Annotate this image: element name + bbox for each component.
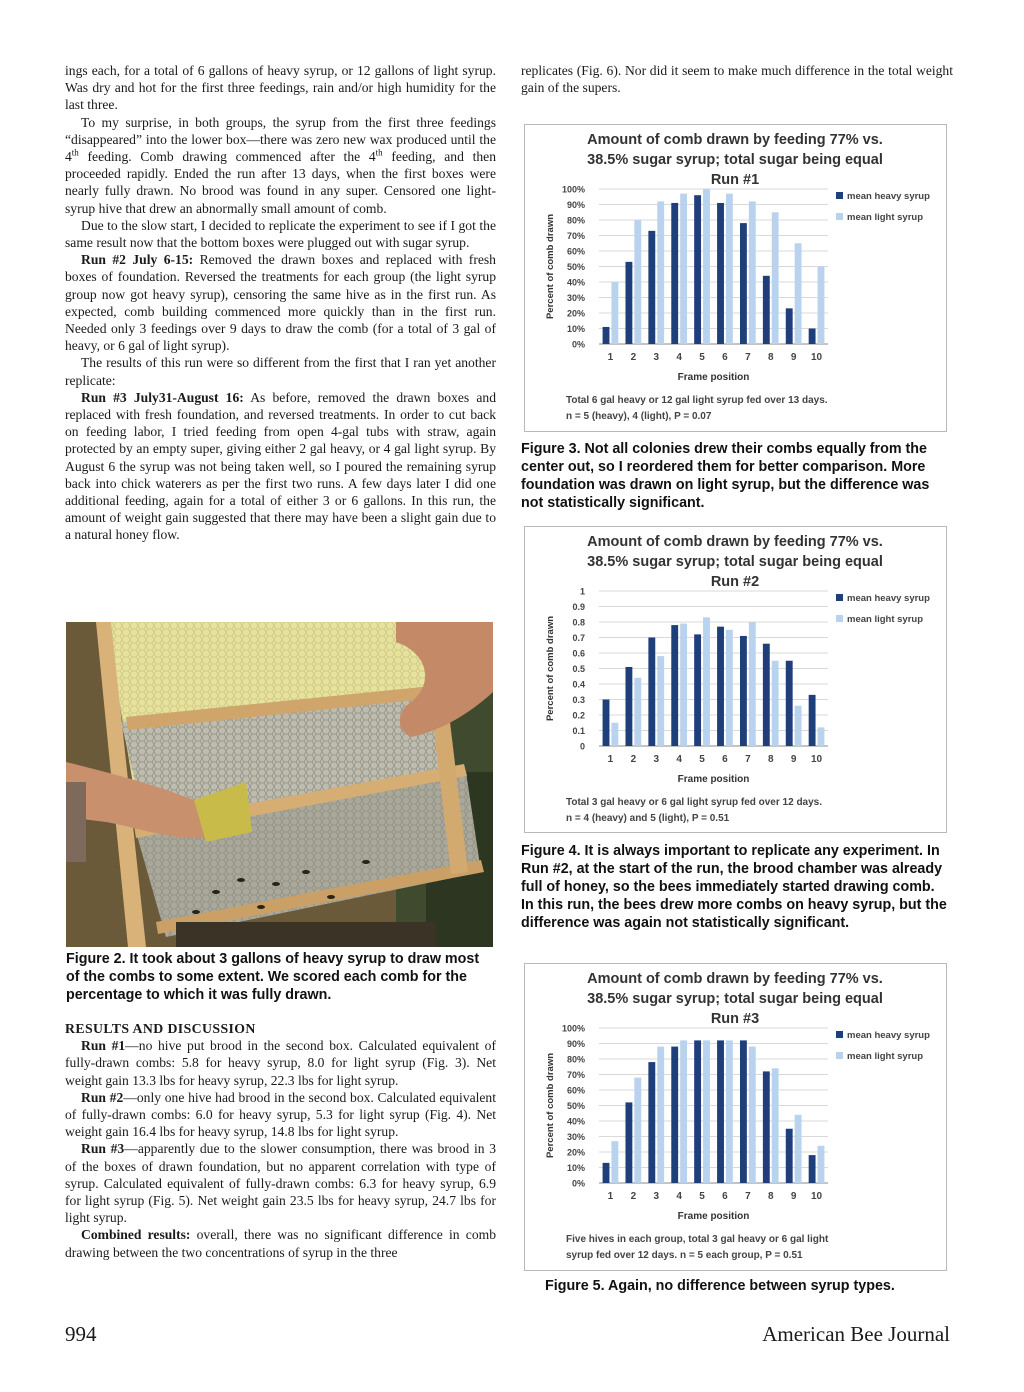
paragraph [65, 1089, 496, 1141]
bar-light-syrup [772, 661, 779, 746]
chart-note: n = 4 (heavy) and 5 (light), P = 0.51 [566, 813, 730, 824]
run-heading: Run #3 [81, 1141, 125, 1157]
bar-light-syrup [680, 1040, 687, 1183]
bar-heavy-syrup [717, 203, 724, 344]
legend-label: mean light syrup [847, 614, 924, 625]
bar-light-syrup [634, 1078, 641, 1183]
paragraph [65, 1037, 496, 1089]
y-tick-label: 100% [561, 1023, 585, 1034]
figure-2-caption: Figure 2. It took about 3 gallons of heavy syrup to draw most of the combs to some extent. We scored each comb for the percentage to which it was fully drawn. [66, 951, 480, 1003]
x-tick-label: 7 [745, 1191, 751, 1202]
chart-note: n = 5 (heavy), 4 (light), P = 0.07 [566, 411, 712, 422]
x-tick-label: 3 [653, 754, 660, 765]
x-tick-label: 6 [722, 1191, 728, 1202]
y-tick-label: 90% [566, 1039, 585, 1049]
x-tick-label: 2 [630, 352, 637, 363]
bar-heavy-syrup [740, 223, 747, 344]
chart-title: Amount of comb drawn by feeding 77% vs. [587, 971, 883, 987]
legend-swatch [836, 594, 843, 601]
bar-heavy-syrup [740, 636, 747, 746]
bar-light-syrup [680, 194, 687, 344]
x-tick-label: 8 [767, 754, 774, 765]
x-tick-label: 1 [607, 352, 614, 363]
run-heading: Run #2 [81, 1089, 124, 1105]
bar-light-syrup [795, 243, 802, 344]
bar-heavy-syrup [763, 276, 770, 344]
text-run: Removed the drawn boxes and replaced with fresh boxes of foundation. Reversed the treatments for each group (the light syrup group now got heavy syrup), censoring the same hive as in the first run. As expected, comb building commenced more quickly than in the first run. Needed only 3 feedings over 9 days to draw the comb (for a total of 3 gal of heavy, or 6 gal of light syrup). [65, 252, 496, 354]
y-tick-label: 60% [566, 1085, 585, 1096]
text-run: As before, removed the drawn boxes and replaced with fresh foundation, and reversed treatments. In order to cut back on feeding labor, I tried feeding from open 4-gal tubs with straw, again protected by an empty super, giving either 2 gal heavy, or 4 gal light syrup. By August 6 the syrup was not being taken well, so I poured the remaining syrup back into chick waterers as per the first two runs. A few days later I did one additional feeding, again for a total of either 3 or 6 gallons. In this run, the amount of weight gain suggested that there may have been a slight gain due to a natural honey flow. [65, 389, 496, 543]
bar-light-syrup [657, 1047, 664, 1183]
x-tick-label: 8 [767, 352, 774, 363]
x-tick-label: 5 [699, 754, 705, 765]
y-tick-label: 60% [566, 246, 585, 257]
bar-heavy-syrup [648, 231, 655, 344]
bar-heavy-syrup [786, 1129, 793, 1183]
run-heading: Combined results: [81, 1227, 191, 1243]
legend-swatch [836, 192, 843, 199]
figure-5-caption: Figure 5. Again, no difference between syrup types. [545, 1278, 895, 1294]
bar-heavy-syrup [648, 638, 655, 747]
bar-heavy-syrup [694, 634, 701, 746]
bar-heavy-syrup [809, 329, 816, 345]
photo-illustration [66, 622, 493, 947]
legend-swatch [836, 1052, 843, 1059]
chart-run-3 [525, 964, 946, 1270]
bar-heavy-syrup [671, 203, 678, 344]
y-tick-label: 1 [579, 586, 585, 597]
bar-light-syrup [818, 267, 825, 345]
text-run: feeding. Comb drawing commenced after the 4 [78, 149, 376, 165]
bar-light-syrup [749, 622, 756, 746]
bar-light-syrup [726, 630, 733, 746]
chart-note: Total 3 gal heavy or 6 gal light syrup fed over 12 days. [566, 797, 823, 808]
x-tick-label: 4 [676, 1191, 682, 1202]
text-run: —no hive put brood in the second box. Calculated equivalent of fully-drawn combs: 5.8 for heavy syrup, 8.0 for light syrup (Fig. 3). Net weight gain 13.3 lbs for heavy syrup, 22.3 lbs for light syrup. [65, 1038, 496, 1088]
bar-light-syrup [726, 1040, 733, 1183]
y-tick-label: 0 [579, 741, 585, 752]
text-run: —only one hive had brood in the second box. Calculated equivalent of fully-drawn combs: 6.0 for heavy syrup, 5.3 for light syrup (Fig. 4). Net weight gain 16.4 lbs for heavy syrup, 14.8 lbs for light syrup. [65, 1089, 496, 1140]
chart-note: syrup fed over 12 days. n = 5 each group, P = 0.51 [566, 1250, 803, 1261]
bar-heavy-syrup [625, 667, 632, 746]
bar-heavy-syrup [671, 625, 678, 746]
chart-title: Run #1 [710, 172, 760, 188]
bar-heavy-syrup [717, 1040, 724, 1183]
bar-heavy-syrup [740, 1040, 747, 1183]
bar-light-syrup [657, 201, 664, 344]
paragraph [65, 1226, 496, 1260]
x-tick-label: 1 [607, 1191, 614, 1202]
beekeeper-frame-photo [66, 622, 493, 947]
chart-run-1 [525, 125, 946, 431]
x-tick-label: 7 [745, 352, 751, 363]
right-column-text [521, 62, 953, 96]
bar-heavy-syrup [625, 262, 632, 344]
paragraph [65, 1140, 496, 1226]
x-tick-label: 3 [653, 352, 660, 363]
x-tick-label: 6 [722, 352, 728, 363]
x-axis-label: Frame position [677, 774, 750, 785]
results-section [65, 1020, 496, 1261]
y-tick-label: 50% [566, 262, 585, 272]
y-axis-label: Percent of comb drawn [545, 1052, 556, 1159]
bar-light-syrup [749, 201, 756, 344]
chart-note: Five hives in each group, total 3 gal heavy or 6 gal light [566, 1234, 829, 1245]
y-tick-label: 30% [566, 293, 585, 303]
x-tick-label: 10 [810, 1191, 823, 1202]
run-heading: Run #1 [81, 1038, 126, 1054]
legend-label: mean heavy syrup [847, 1030, 930, 1041]
bar-light-syrup [726, 194, 733, 344]
paragraph [65, 251, 496, 354]
x-axis-label: Frame position [677, 372, 750, 383]
legend-label: mean light syrup [847, 1051, 924, 1062]
bar-heavy-syrup [809, 1155, 816, 1183]
superscript: th [71, 147, 79, 158]
figure-4-caption: Figure 4. It is always important to replicate any experiment. In Run #2, at the start of the run, the brood chamber was already full of honey, so the bees immediately started drawing comb. In this run, the bees drew more combs on heavy syrup, but the difference was again not statistically significant. [521, 843, 947, 931]
figure-4-chart [524, 526, 947, 833]
y-tick-label: 0.4 [572, 679, 585, 690]
y-tick-label: 0.5 [572, 664, 585, 674]
chart-title: 38.5% sugar syrup; total sugar being equal [587, 152, 883, 168]
bar-heavy-syrup [786, 308, 793, 344]
bar-light-syrup [703, 1040, 710, 1183]
y-tick-label: 40% [566, 1116, 585, 1127]
x-tick-label: 2 [630, 754, 637, 765]
bar-light-syrup [611, 1141, 618, 1183]
x-tick-label: 4 [676, 352, 682, 363]
bar-heavy-syrup [671, 1047, 678, 1183]
y-tick-label: 0.2 [572, 710, 585, 721]
y-tick-label: 70% [566, 1070, 585, 1080]
bar-heavy-syrup [786, 661, 793, 746]
x-tick-label: 9 [790, 1191, 797, 1202]
y-tick-label: 10% [566, 324, 585, 334]
text-run: feeding, and then proceeded rapidly. Ended the run after 13 days, when the first boxes were nearly fully drawn. No brood was found in any super. Censored one light-syrup hive that drew an abnormally small amount of comb. [65, 149, 496, 216]
y-tick-label: 20% [566, 1147, 585, 1158]
y-tick-label: 50% [566, 1101, 585, 1111]
bar-light-syrup [634, 678, 641, 746]
x-tick-label: 9 [790, 352, 797, 363]
bar-heavy-syrup [717, 627, 724, 746]
y-tick-label: 0% [571, 339, 585, 350]
text-run: —apparently due to the slower consumption, there was brood in 3 of the boxes of drawn foundation, but no apparent correlation with type of syrup. Calculated equivalent of fully-drawn combs: 6.3 for heavy syrup, 6.9 for light syrup (Fig. 5). Net weight gain 23.5 lbs for heavy syrup, 24.7 lbs for light syrup. [65, 1141, 496, 1226]
y-tick-label: 0.9 [572, 602, 585, 612]
figure-3-caption: Figure 3. Not all colonies drew their combs equally from the center out, so I reordered them for better comparison. More foundation was drawn on light syrup, but the difference was not statistically significant. [521, 441, 930, 511]
chart-title: Run #2 [710, 574, 760, 590]
bar-heavy-syrup [603, 700, 610, 747]
section-heading: RESULTS AND DISCUSSION [65, 1021, 256, 1036]
bar-light-syrup [634, 220, 641, 344]
bar-light-syrup [703, 617, 710, 746]
y-tick-label: 0.8 [572, 617, 585, 628]
bar-heavy-syrup [694, 195, 701, 344]
bar-light-syrup [749, 1047, 756, 1183]
x-tick-label: 2 [630, 1191, 637, 1202]
bar-light-syrup [795, 706, 802, 746]
y-axis-label: Percent of comb drawn [545, 213, 556, 320]
bar-light-syrup [611, 723, 618, 746]
run-heading: Run #3 July31-August 16: [81, 389, 244, 405]
bar-light-syrup [680, 624, 687, 746]
paragraph: ings each, for a total of 6 gallons of heavy syrup, or 12 gallons of light syrup. Was dry and hot for the first three feedings, rain and/or high humidity for the last three. [65, 63, 496, 113]
bar-heavy-syrup [648, 1062, 655, 1183]
legend-swatch [836, 213, 843, 220]
y-tick-label: 40% [566, 277, 585, 288]
run-heading: Run #2 July 6-15: [81, 252, 194, 268]
y-tick-label: 0% [571, 1178, 585, 1189]
legend-swatch [836, 615, 843, 622]
paragraph [65, 114, 496, 217]
x-tick-label: 4 [676, 754, 682, 765]
y-tick-label: 90% [566, 200, 585, 210]
paragraph [65, 389, 496, 544]
y-tick-label: 0.1 [572, 726, 585, 736]
text-run: To my surprise, in both groups, the syrup from the first three feedings “disappeared” into the lower box—there was zero new wax produced until the 4 [65, 114, 496, 165]
figure-3-chart [524, 124, 947, 432]
x-tick-label: 8 [767, 1191, 774, 1202]
bar-heavy-syrup [625, 1102, 632, 1183]
bar-heavy-syrup [603, 327, 610, 344]
bar-light-syrup [703, 189, 710, 344]
bar-light-syrup [611, 282, 618, 344]
chart-title: Amount of comb drawn by feeding 77% vs. [587, 132, 883, 148]
chart-run-2 [525, 527, 946, 832]
bar-light-syrup [772, 1068, 779, 1183]
x-tick-label: 5 [699, 1191, 705, 1202]
chart-title: Run #3 [710, 1011, 760, 1027]
bar-light-syrup [657, 656, 664, 746]
x-tick-label: 3 [653, 1191, 660, 1202]
x-tick-label: 9 [790, 754, 797, 765]
bar-heavy-syrup [809, 695, 816, 746]
chart-note: Total 6 gal heavy or 12 gal light syrup fed over 13 days. [566, 395, 828, 406]
y-tick-label: 10% [566, 1163, 585, 1173]
chart-title: 38.5% sugar syrup; total sugar being equal [587, 554, 883, 570]
page-number: 994 [65, 1322, 97, 1346]
legend-swatch [836, 1031, 843, 1038]
y-tick-label: 30% [566, 1132, 585, 1142]
y-tick-label: 80% [566, 215, 585, 226]
chart-title: 38.5% sugar syrup; total sugar being equal [587, 991, 883, 1007]
figure-5-chart [524, 963, 947, 1271]
y-tick-label: 80% [566, 1054, 585, 1065]
bar-light-syrup [772, 212, 779, 344]
chart-title: Amount of comb drawn by feeding 77% vs. [587, 534, 883, 550]
left-column-text [65, 62, 496, 544]
x-tick-label: 1 [607, 754, 614, 765]
bar-heavy-syrup [763, 644, 770, 746]
y-tick-label: 100% [561, 184, 585, 195]
bar-heavy-syrup [763, 1071, 770, 1183]
y-tick-label: 0.3 [572, 695, 585, 705]
y-tick-label: 0.6 [572, 648, 585, 659]
y-axis-label: Percent of comb drawn [545, 615, 556, 722]
x-tick-label: 10 [810, 754, 823, 765]
y-tick-label: 20% [566, 308, 585, 319]
x-tick-label: 6 [722, 754, 728, 765]
x-tick-label: 10 [810, 352, 823, 363]
x-axis-label: Frame position [677, 1211, 750, 1222]
bar-heavy-syrup [603, 1163, 610, 1183]
superscript: th [375, 147, 383, 158]
paragraph: The results of this run were so different from the first that I ran yet another replicate: [65, 355, 496, 388]
legend-label: mean light syrup [847, 212, 924, 223]
text-run: overall, there was no significant difference in comb drawing between the two concentrations of syrup in the three [65, 1227, 496, 1260]
bar-heavy-syrup [694, 1040, 701, 1183]
paragraph: Due to the slow start, I decided to replicate the experiment to see if I got the same result now that the bottom boxes were plugged out with sugar syrup. [65, 217, 496, 251]
y-tick-label: 70% [566, 231, 585, 241]
bar-light-syrup [818, 1146, 825, 1183]
paragraph: replicates (Fig. 6). Nor did it seem to make much difference in the total weight gain of the supers. [521, 63, 953, 96]
legend-label: mean heavy syrup [847, 593, 930, 604]
bar-light-syrup [795, 1115, 802, 1183]
x-tick-label: 5 [699, 352, 705, 363]
legend-label: mean heavy syrup [847, 191, 930, 202]
bar-light-syrup [818, 727, 825, 746]
y-tick-label: 0.7 [572, 633, 585, 643]
x-tick-label: 7 [745, 754, 751, 765]
journal-name: American Bee Journal [762, 1322, 950, 1346]
